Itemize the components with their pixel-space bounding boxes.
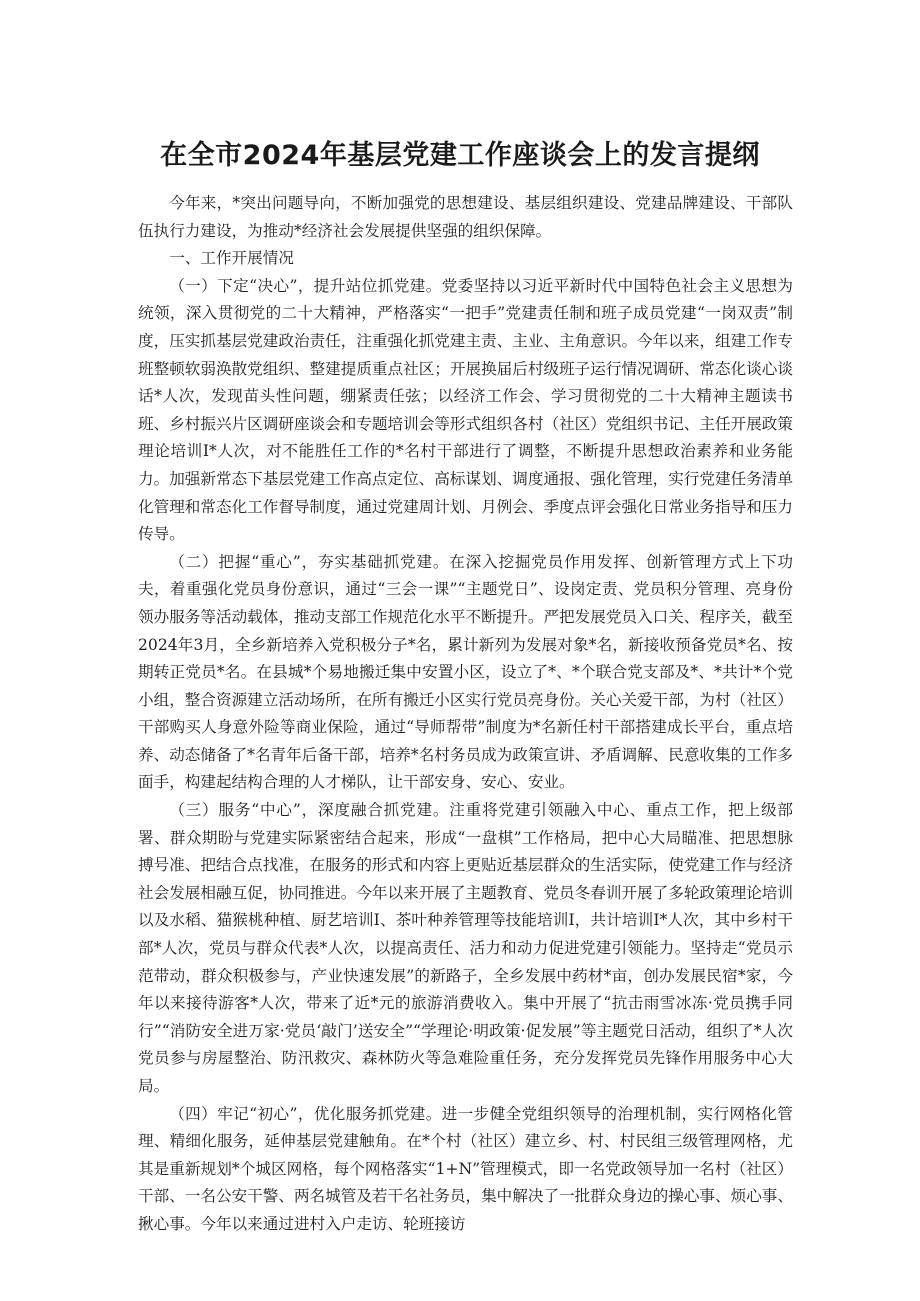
body-paragraph: （一）下定“决心”，提升站位抓党建。党委坚持以习近平新时代中国特色社会主义思想为统领，深入贯彻党的二十大精神，严格落实“一把手”党建责任制和班子成员党建“一岗双责”制度，压实抓基层党建政治责任，注重强化抓党建主责、主业、主角意识。今年以来，组建工作专班整顿软弱涣散党组织、整建提质重点社区；开展换届后村级班子运行情况调研、常态化谈心谈话*人次，发现苗头性问题，绷紧责任弦；以经济工作会、学习贯彻党的二十大精神主题读书班、乡村振兴片区调研座谈会和专题培训会等形式组织各村（社区）党组织书记、主任开展政策理论培训I*人次，对不能胜任工作的*名村干部进行了调整，不断提升思想政治素养和业务能力。加强新常态下基层党建工作高点定位、高标谋划、调度通报、强化管理，实行党建任务清单化管理和常态化工作督导制度，通过党建周计划、月例会、季度点评会强化日常业务指导和压力传导。 [138, 276, 793, 544]
document-title: 在全市2024年基层党建工作座谈会上的发言提纲 [160, 140, 760, 171]
body-paragraph: （三）服务“中心”，深度融合抓党建。注重将党建引领融入中心、重点工作，把上级部署、群众期盼与党建实际紧密结合起来，形成“一盘棋”工作格局，把中心大局瞄准、把思想脉搏号准、把结合点找准，在服务的形式和内容上更贴近基层群众的生活实际，使党建工作与经济社会发展相融互促，协同推进。今年以来开展了主题教育、党员冬春训开展了多轮政策理论培训以及水稻、猫猴桃种植、厨艺培训I、茶叶种养管理等技能培训I，共计培训I*人次，其中乡村干部*人次，党员与群众代表*人次，以提高责任、活力和动力促进党建引领能力。坚持走“党员示范带动，群众积极参与，产业快速发展”的新路子，全乡发展中药材*亩，创办发展民宿*家，今年以来接待游客*人次，带来了近*元的旅游消费收入。集中开展了“抗击雨雪冰冻·党员携手同行”“消防安全进万家·党员‘敲门’送安全”“学理论·明政策·促发展”等主题党日活动，组织了*人次党员参与房屋整治、防汛救灾、森林防火等急难险重任务，充分发挥党员先锋作用服务中心大局。 [138, 801, 793, 1095]
body-paragraph: （四）牢记“初心”，优化服务抓党建。进一步健全党组织领导的治理机制，实行网格化管理、精细化服务，延伸基层党建触角。在*个村（社区）建立乡、村、村民组三级管理网格，尤其是重新规划*个城区网格，每个网格落实“1+N”管理模式，即一名党政领导加一名村（社区）干部、一名公安干警、两名城管及若干名社务员，集中解决了一批群众身边的操心事、烦心事、揪心事。今年以来通过进村入户走访、轮班接访 [138, 1104, 793, 1233]
intro-paragraph: 今年来，*突出问题导向，不断加强党的思想建设、基层组织建设、党建品牌建设、干部队伍执行力建设，为推动*经济社会发展提供坚强的组织保障。 [138, 194, 793, 240]
document-body [138, 190, 793, 1239]
body-paragraph: （二）把握“重心”，夯实基础抓党建。在深入挖掘党员作用发挥、创新管理方式上下功夫，着重强化党员身份意识，通过“三会一课”“主题党日”、设岗定责、党员积分管理、亮身份领办服务等活动载体，推动支部工作规范化水平不断提升。严把发展党员入口关、程序关，截至2024年3月，全乡新培养入党积极分子*名，累计新列为发展对象*名，新接收预备党员*名、按期转正党员*名。在县城*个易地搬迁集中安置小区，设立了*、*个联合党支部及*、*共计*个党小组，整合资源建立活动场所，在所有搬迁小区实行党员亮身份。关心关爱干部，为村（社区）干部购买人身意外险等商业保险，通过“导师帮带”制度为*名新任村干部搭建成长平台，重点培养、动态储备了*名青年后备干部，培养*名村务员成为政策宣讲、矛盾调解、民意收集的工作多面手，构建起结构合理的人才梯队，让干部安身、安心、安业。 [138, 552, 793, 792]
section-heading: 一、工作开展情况 [169, 249, 294, 268]
